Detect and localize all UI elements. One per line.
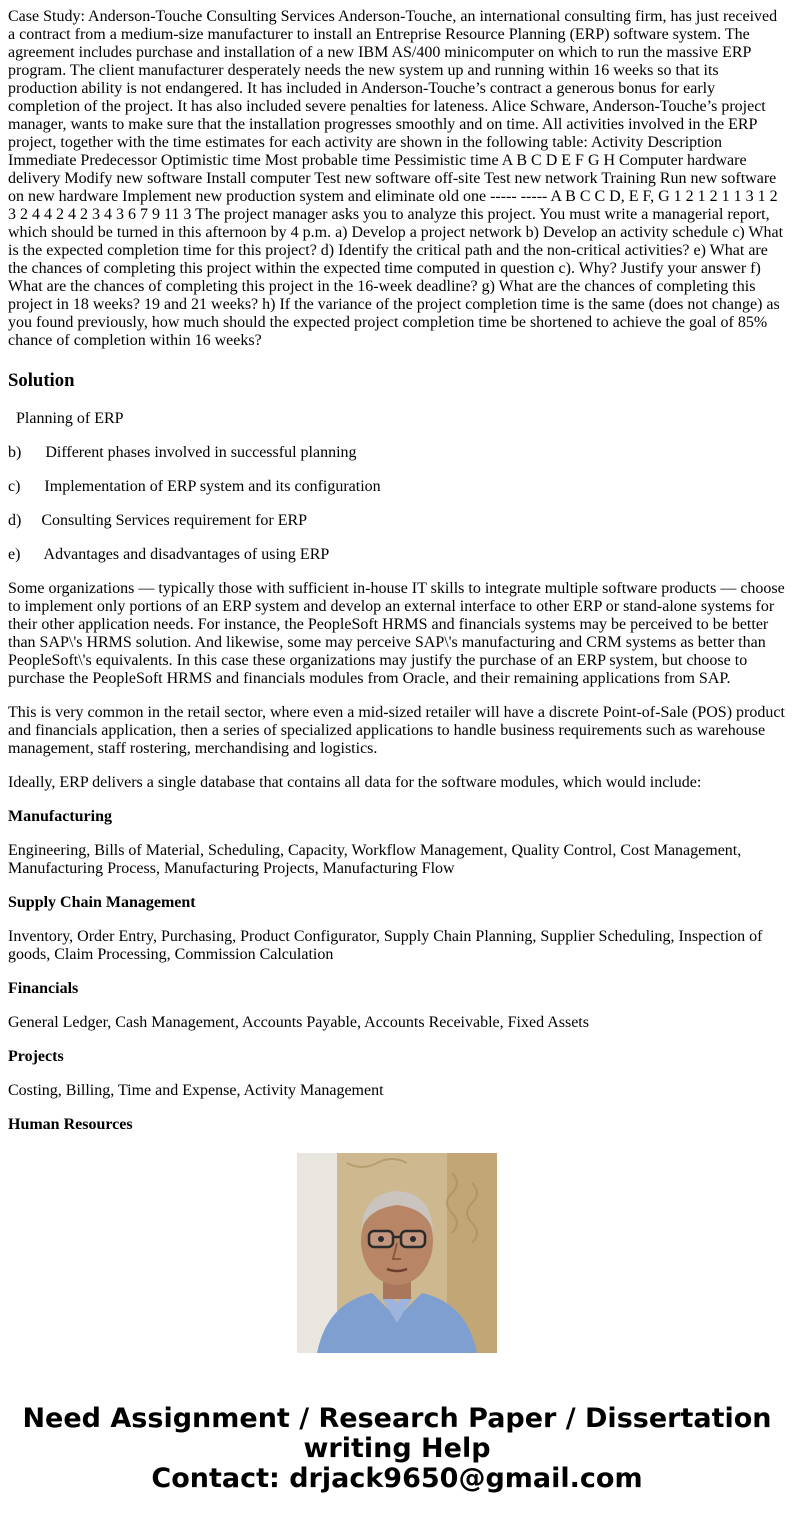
author-photo-icon bbox=[297, 1153, 497, 1353]
module-heading: Projects bbox=[8, 1048, 64, 1065]
solution-heading: Solution bbox=[8, 370, 75, 391]
case-study-question: Case Study: Anderson-Touche Consulting Services Anderson-Touche, an international consulting firm, has just received a contract from a medium-size manufacturer to install an Entreprise Resource Planning (ERP) software system. The agreement includes purchase and installation of a new IBM AS/400 minicomputer on which to run the massive ERP program. The client manufacturer desperately needs the new system up and running within 16 weeks so that its production ability is not endangered. It has included in Anderson-Touche’s contract a generous bonus for early completion of the project. It has also included severe penalties for lateness. Alice Schware, Anderson-Touche’s project manager, wants to make sure that the installation progresses smoothly and on time. All activities involved in the ERP project, together with the time estimates for each activity are shown in the following table: Activity Description Immediate Predecessor Optimistic time Most probable time Pessimistic time A B C D E F G H Computer hardware delivery Modify new software Install computer Test new software off-site Test new network Training Run new software on new hardware Implement new production system and eliminate old one ----- ----- A B C C D, E F, G 1 2 1 2 1 1 3 1 2 3 2 4 4 2 4 2 3 4 3 6 7 9 11 3 The project manager asks you to analyze this project. You must write a managerial report, which should be turned in this afternoon by 4 p.m. a) Develop a project network b) Develop an activity schedule c) What is the expected completion time for this project? d) Identify the critical path and the non-critical activities? e) What are the chances of completing this project within the expected time computed in question c). Why? Justify your answer f) What are the chances of completing this project in the 16-week deadline? g) What are the chances of completing this project in 18 weeks? 19 and 21 weeks? h) If the variance of the project completion time is the same (does not change) as you found previously, how much should the expected project completion time be shortened to achieve the goal of 85% chance of completion within 16 weeks? bbox=[8, 8, 784, 349]
module-text: Inventory, Order Entry, Purchasing, Product Configurator, Supply Chain Planning, Supplier Scheduling, Inspection of goods, Claim Processing, Commission Calculation bbox=[8, 928, 763, 963]
author-avatar bbox=[297, 1153, 497, 1353]
body-paragraph: This is very common in the retail sector, where even a mid-sized retailer will have a discrete Point-of-Sale (POS) product and financials application, then a series of specialized applications to handle business requirements such as warehouse management, staff rostering, merchandising and logistics. bbox=[8, 704, 785, 757]
outline-item: b) Different phases involved in successful planning bbox=[8, 444, 357, 461]
module-text: Costing, Billing, Time and Expense, Activity Management bbox=[8, 1082, 384, 1099]
module-heading: Financials bbox=[8, 980, 79, 997]
article-content bbox=[8, 8, 786, 1133]
promo-line: writing Help bbox=[303, 1433, 491, 1464]
module-heading: Supply Chain Management bbox=[8, 894, 196, 911]
outline-item: Planning of ERP bbox=[16, 410, 124, 427]
outline-item: e) Advantages and disadvantages of using ERP bbox=[8, 546, 330, 563]
promo-text bbox=[0, 1404, 794, 1494]
module-text: Engineering, Bills of Material, Scheduling, Capacity, Workflow Management, Quality Control, Cost Management, Manufacturing Process, Manufacturing Projects, Manufacturing Flow bbox=[8, 842, 742, 877]
outline-item: c) Implementation of ERP system and its configuration bbox=[8, 478, 381, 495]
module-heading: Human Resources bbox=[8, 1116, 133, 1133]
outline-item: d) Consulting Services requirement for ERP bbox=[8, 512, 308, 529]
promo-contact: Contact: drjack9650@gmail.com bbox=[151, 1463, 643, 1494]
promo-line: Need Assignment / Research Paper / Dissertation bbox=[22, 1403, 772, 1434]
body-paragraph: Some organizations — typically those with sufficient in-house IT skills to integrate multiple software products — choose to implement only portions of an ERP system and develop an external interface to other ERP or stand-alone systems for their other application needs. For instance, the PeopleSoft HRMS and financials systems may be perceived to be better than SAP\'s HRMS solution. And likewise, some may perceive SAP\'s manufacturing and CRM systems as better than PeopleSoft\'s equivalents. In this case these organizations may justify the purchase of an ERP system, but choose to purchase the PeopleSoft HRMS and financials modules from Oracle, and their remaining applications from SAP. bbox=[8, 580, 785, 687]
module-text: General Ledger, Cash Management, Accounts Payable, Accounts Receivable, Fixed Assets bbox=[8, 1014, 589, 1031]
module-heading: Manufacturing bbox=[8, 808, 112, 825]
body-paragraph: Ideally, ERP delivers a single database that contains all data for the software modules, which would include: bbox=[8, 774, 702, 791]
promo-footer bbox=[0, 1140, 794, 1523]
